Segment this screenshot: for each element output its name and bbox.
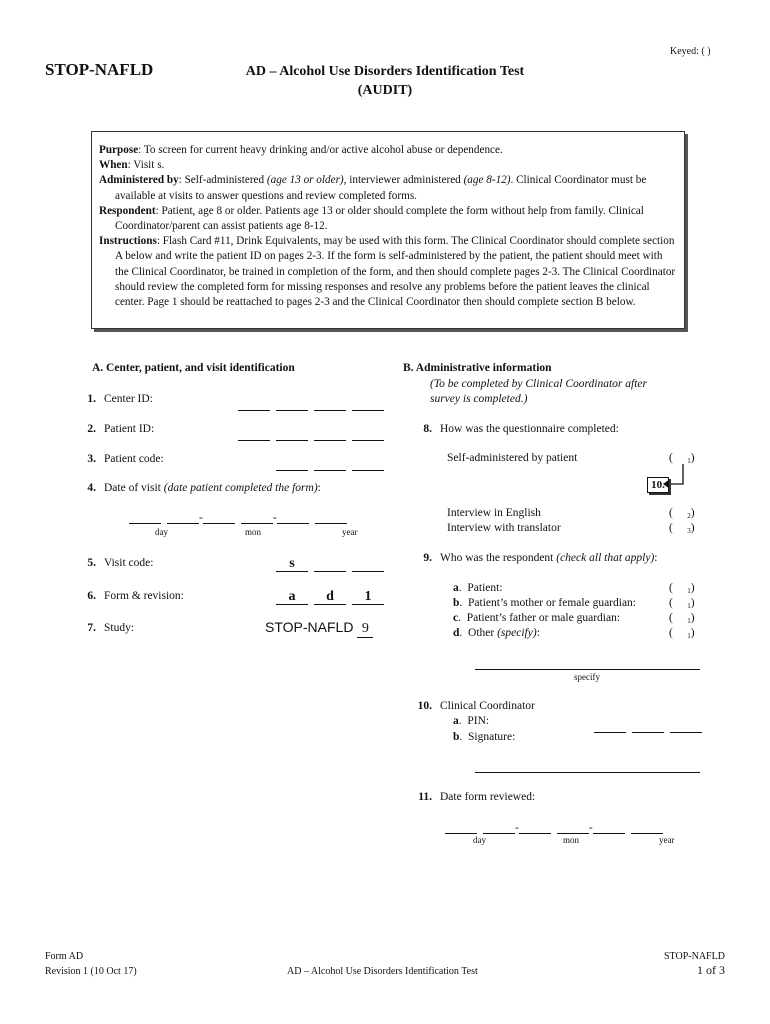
instructions-label: Instructions [99,235,157,248]
section-b-note-line2: survey is completed.) [430,393,528,405]
instructions-box [91,131,685,329]
q1-center-id [70,393,153,405]
q9-option-c: c. Patient’s father or male guardian: [453,612,621,624]
page-number: 1 of 3 [697,963,725,977]
q9-respondent [406,552,657,564]
q4-note: (date patient completed the form) [163,482,318,494]
visit-date-field[interactable] [129,511,347,524]
q10-number: 10. [417,700,432,712]
q8-label: How was the questionnaire completed: [440,423,619,435]
visit-code-field[interactable] [276,554,384,572]
q9-code: 1 [687,617,691,625]
q10-pin: a. PIN: [453,715,490,727]
q10-signature: b. Signature: [453,731,516,743]
q9-option-a-checkbox[interactable]: ( $_1$) [669,582,695,595]
q9-colon: : [654,552,658,564]
q8-option-self-checkbox[interactable]: ( $_1$) [669,452,695,465]
review-year-label: year [659,835,675,845]
respondent-label: Respondent [99,204,156,217]
q9-option-d-note: (specify) [497,627,537,639]
footer-revision: Revision 1 (10 Oct 17) [45,966,137,977]
form-code-d: d [314,589,346,605]
q11-label: Date form reviewed: [440,791,536,803]
q9-option-label: Patient’s mother or female guardian: [468,597,637,609]
q2-patient-id [70,423,154,435]
when-text: : Visit s. [127,159,165,172]
q9-option-c-checkbox[interactable]: ( $_1$) [669,612,695,625]
purpose-text: : To screen for current heavy drinking and/or active alcohol abuse or dependence. [138,144,503,156]
date-mon-label: mon [245,527,262,537]
q11-number: 11. [418,791,432,803]
form-title-line2: (AUDIT) [357,83,413,98]
form-title-line1: AD – Alcohol Use Disorders Identification Test [245,64,525,79]
q6-label: Form & revision: [104,590,184,602]
q3-label: Patient code: [104,453,164,465]
q9-option-label: Other [468,627,498,639]
signature-label: Signature: [468,731,516,743]
date-year-label: year [342,527,358,537]
q9-option-b: b. Patient’s mother or female guardian: [453,597,637,609]
study-field [265,619,373,638]
q9-option-label: Patient’s father or male guardian: [466,612,621,624]
q10-option-letter: a [453,715,459,727]
q8-code: 3 [687,527,691,535]
q9-option-label: Patient: [467,582,503,594]
q8-option-translator: Interview with translator [447,522,561,534]
q1-label: Center ID: [104,393,153,405]
pin-field[interactable] [594,715,702,733]
q5-number: 5. [87,557,96,569]
q4-date-of-visit [70,482,321,494]
q9-option-d-checkbox[interactable]: ( $_1$) [669,627,695,640]
q3-patient-code [70,453,164,465]
administered-age-note: (age 8-12) [463,174,511,187]
form-revision-field [276,587,384,605]
review-date-field[interactable] [445,821,663,834]
study-name: STOP-NAFLD [45,60,154,79]
respondent-text: : Patient, age 8 or older. Patients age 13 or older should complete the form without help from family. Clinical Coordinator/parent can assist patients age 8-12. [115,204,644,233]
q2-label: Patient ID: [104,423,155,435]
footer-title: AD – Alcohol Use Disorders Identification Test [287,966,478,977]
date-day-label: day [155,527,168,537]
visit-code-value: s [276,556,308,572]
center-id-field[interactable] [238,393,384,411]
q5-label: Visit code: [104,557,154,569]
date-dash: - [515,822,519,834]
instructions-line [99,234,677,310]
section-b-note [430,377,647,407]
administered-line [99,173,677,203]
purpose-line [99,143,677,158]
q8-code: 1 [687,457,691,465]
purpose-label: Purpose [99,144,139,156]
administered-label: Administered by [99,174,179,187]
patient-code-field[interactable] [276,453,384,471]
q8-option-english: Interview in English [447,507,541,519]
when-line [99,158,677,173]
study-code: 9 [357,621,373,638]
q8-code: 2 [687,512,691,520]
q3-number: 3. [87,453,96,465]
q9-number: 9. [423,552,432,564]
respondent-line [99,204,677,234]
q10-option-letter: b [453,731,460,743]
section-b-heading: B. Administrative information [403,362,552,374]
q2-number: 2. [87,423,96,435]
q8-completion-method [406,423,619,435]
q4-label: Date of visit [104,482,164,494]
q8-option-translator-checkbox[interactable]: ( $_3$) [669,522,695,535]
q9-option-b-checkbox[interactable]: ( $_1$) [669,597,695,610]
footer-study: STOP-NAFLD [664,951,725,962]
keyed-indicator: Keyed: ( ) [670,46,711,57]
section-b-note-line1: (To be completed by Clinical Coordinator after [430,378,647,390]
q9-code: 1 [687,587,691,595]
pin-label: PIN: [467,715,490,727]
administered-text: : Self-administered [178,174,267,187]
q9-label: Who was the respondent [440,552,557,564]
administered-text: . Clinical Coordinator must be available at visits to answer questions and review completed forms. [115,174,647,202]
q9-option-d-colon: : [536,627,540,639]
form-title [200,62,570,100]
footer-form: Form AD [45,951,84,962]
specify-label: specify [574,672,600,682]
q10-clinical-coordinator [406,700,535,712]
q7-label: Study: [104,622,135,634]
q10-label: Clinical Coordinator [440,700,535,712]
skip-to-box: 10. [647,477,669,493]
study-value: STOP-NAFLD [265,619,354,635]
administered-age-note: (age 13 or older) [266,174,344,187]
date-dash: - [199,512,203,524]
q9-option-a: a. Patient: [453,582,503,594]
review-day-label: day [473,835,486,845]
q9-option-letter: a [453,582,459,594]
q9-option-d: d. Other (specify): [453,627,540,639]
instructions-text: : Flash Card #11, Drink Equivalents, may be used with this form. The Clinical Coordinator should complete section A below and write the patient ID on pages 2-3. If the form is self-administered by the patient, the patient should meet with the Clinical Coordinator, be trained in completion of the form, and then should complete pages 2-3. The Clinical Coordinator should review the completed form for missing responses and resolve any problems before the patient leaves the clinical center. Page 1 should be reattached to pages 2-3 and the Clinical Coordinator then should complete section B below. [115,235,676,309]
q4-number: 4. [87,482,96,494]
q7-study [70,622,134,634]
form-code-a: a [276,589,308,605]
q8-number: 8. [423,423,432,435]
q6-number: 6. [87,590,96,602]
when-label: When [99,159,128,172]
review-mon-label: mon [563,835,580,845]
q11-date-reviewed [406,791,535,803]
q4-colon: : [317,482,321,494]
q1-number: 1. [87,393,96,405]
administered-text: , interviewer administered [343,174,464,187]
section-a-heading: A. Center, patient, and visit identification [92,362,295,374]
q9-note: (check all that apply) [556,552,655,564]
q8-option-self: Self-administered by patient [447,452,578,464]
specify-line[interactable] [475,669,700,670]
date-dash: - [588,822,593,834]
revision-number: 1 [352,589,384,605]
q5-visit-code [70,557,153,569]
q8-option-english-checkbox[interactable]: ( $_2$) [669,507,695,520]
q9-code: 1 [687,632,691,640]
signature-line[interactable] [475,772,700,773]
patient-id-field[interactable] [238,423,384,441]
q9-option-letter: d [453,627,460,639]
q9-code: 1 [687,602,691,610]
q6-form-revision [70,590,184,602]
q7-number: 7. [87,622,96,634]
q9-option-letter: b [453,597,460,609]
date-dash: - [272,512,277,524]
q9-option-letter: c [453,612,459,624]
